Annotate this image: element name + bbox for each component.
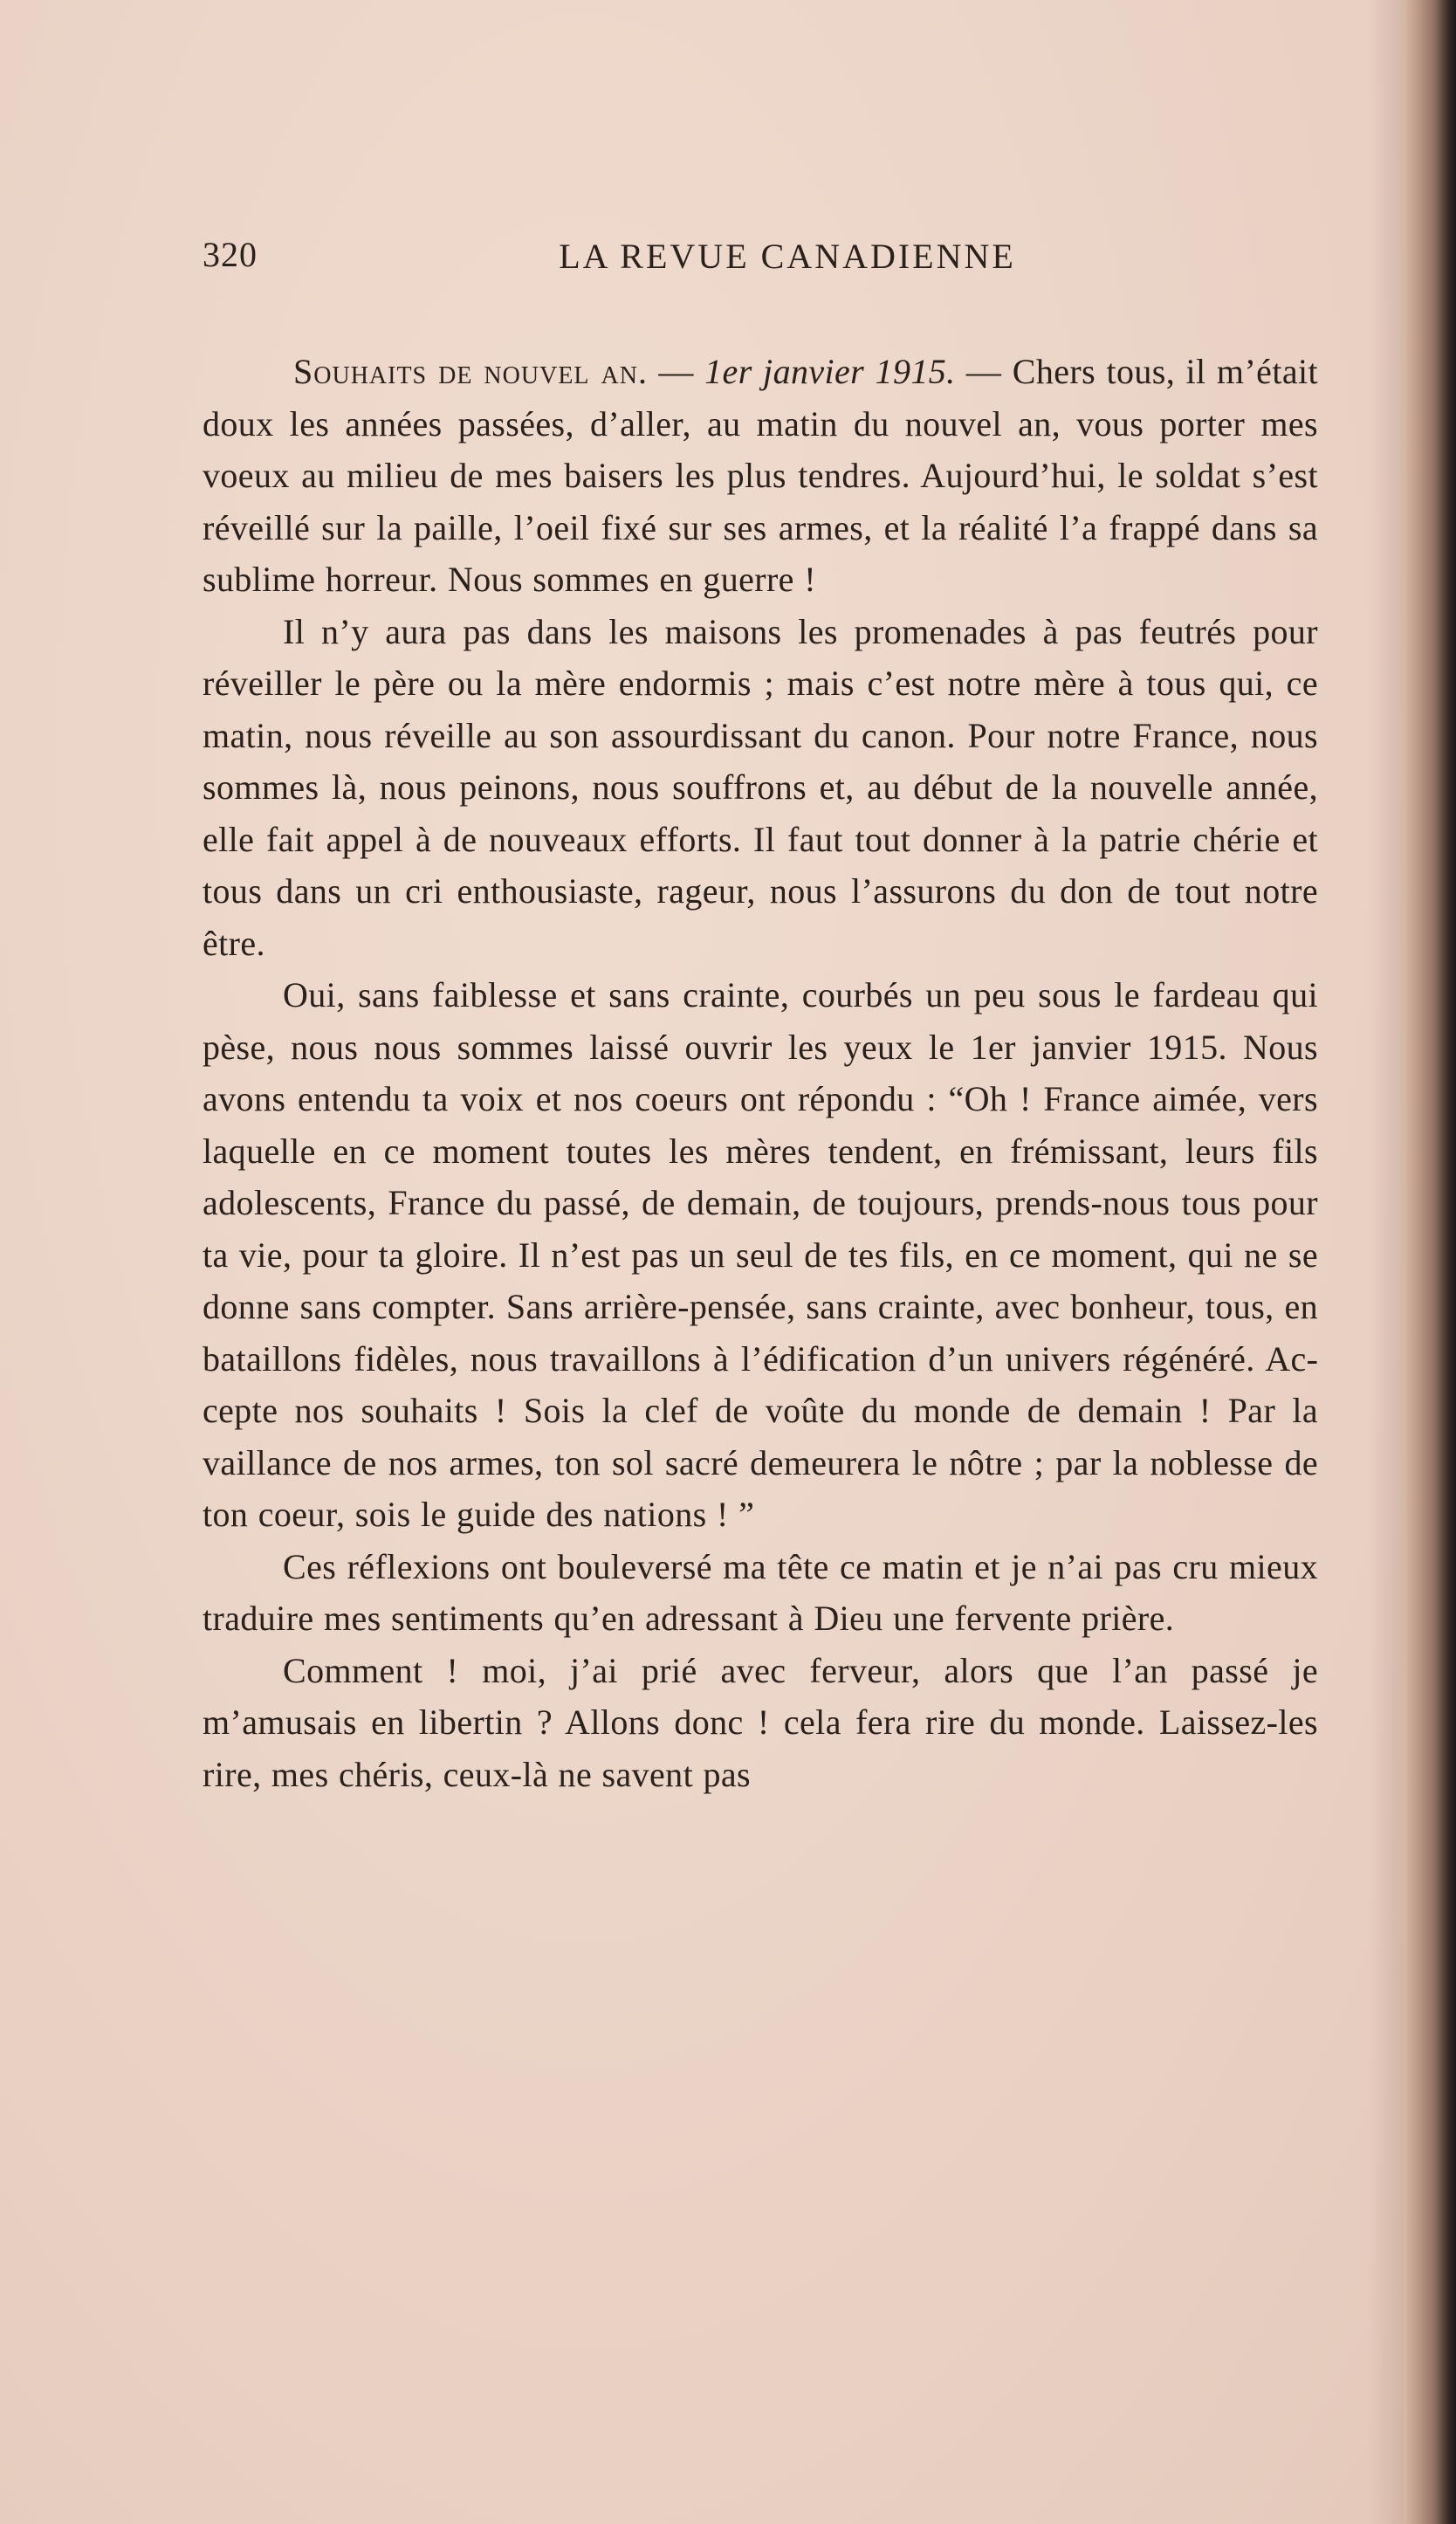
section-date: 1er janvier 1915. xyxy=(704,352,956,391)
book-gutter xyxy=(1404,0,1456,2524)
paragraph-text: Chers tous, il m’était doux les années passées, d’aller, au matin du nouvel an, vous porter mes voeux au milieu de mes baisers les plus tendres. Aujourd’hui, le soldat s’est réveillé sur la paille, l’oeil fixé sur ses armes, et la réalité l’a frappé dans sa sublime horreur. Nous sommes en guerre ! xyxy=(203,352,1319,599)
paragraph-3: Oui, sans faiblesse et sans crainte, courbés un peu sous le fardeau qui pèse, nous nous sommes laissé ouvrir les yeux le 1er janvier 1915. Nous avons entendu ta voix et nos coeurs ont répondu : “Oh ! France aimée, vers laquelle en ce moment toutes les mères tendent, en frémissant, leurs fils adolescents, France du passé, de demain, de toujours, prends-nous tous pour ta vie, pour ta gloire. Il n’est pas un seul de tes fils, en ce moment, qui ne se donne sans compter. Sans arrière-pensée, sans crainte, avec bonheur, tous, en bataillons fidèles, nous travaillons à l’édification d’un univers régénéré. Accepte nos souhaits ! Sois la clef de voûte du monde de demain ! Par la vaillance de nos armes, ton sol sacré demeurera le nôtre ; par la noblesse de ton coeur, sois le guide des nations ! ” xyxy=(203,975,1318,1534)
paragraph-4: Ces réflexions ont bouleversé ma tête ce matin et je n’ai pas cru mieux traduire mes sentiments qu’en adressant à Dieu une fervente prière. xyxy=(203,1546,1318,1638)
page-number: 320 xyxy=(203,235,258,274)
separator: — xyxy=(647,352,705,391)
separator: — xyxy=(955,352,1013,391)
body-text xyxy=(203,346,1318,1800)
paragraph-5: Comment ! moi, j’ai prié avec ferveur, alors que l’an passé je m’amusais en libertin ? Allons donc ! cela fera rire du monde. Laissez-les rire, mes chéris, ceux-là ne savent pas xyxy=(203,1650,1318,1794)
paragraph-2: Il n’y aura pas dans les maisons les promenades à pas feutrés pour réveiller le père ou la mère endormis ; mais c’est notre mère à tous qui, ce matin, nous réveille au son assourdissant du canon. Pour notre France, nous sommes là, nous peinons, nous souffrons et, au début de la nouvelle année, elle fait appel à de nouveaux efforts. Il faut tout donner à la patrie chérie et tous dans un cri enthousiaste, rageur, nous l’assurons du don de tout notre être. xyxy=(203,611,1318,963)
running-title: LA REVUE CANADIENNE xyxy=(559,237,1016,276)
gutter-shadow xyxy=(1369,0,1404,2524)
section-heading: Souhaits de nouvel an. xyxy=(293,352,648,391)
page-header xyxy=(203,234,1320,286)
paragraph-1 xyxy=(203,346,1318,606)
